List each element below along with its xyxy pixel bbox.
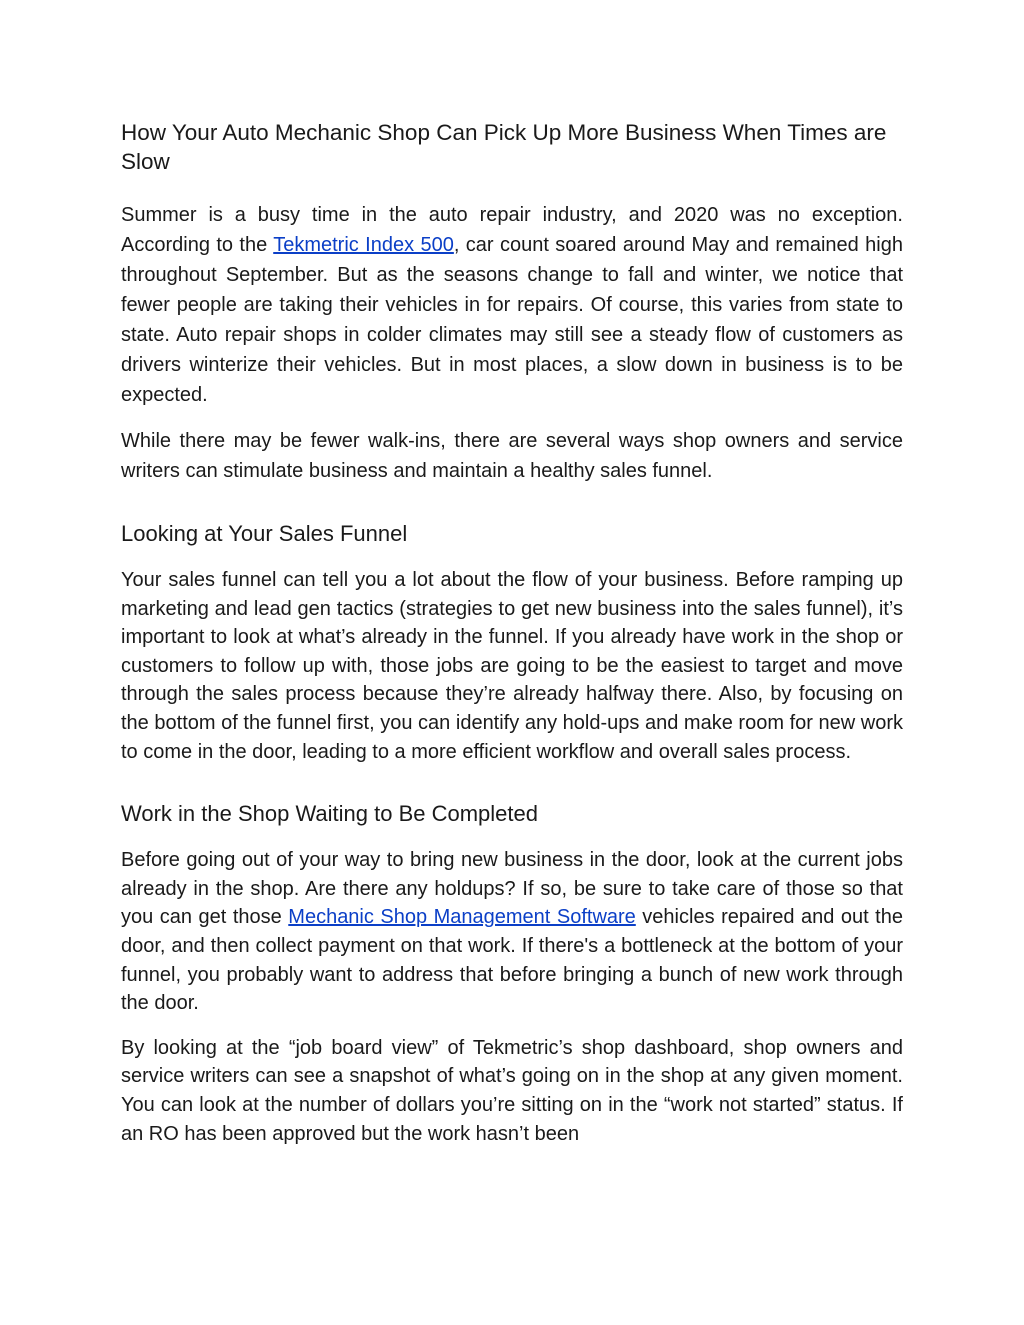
work-in-shop-paragraph-1-text-before: Before going out of your way to bring new business in the door, look at the current jobs already in the shop. Are there any holdups? If so, be sure to take care of those so that you can get those <box>121 849 903 929</box>
document-title: How Your Auto Mechanic Shop Can Pick Up More Business When Times are Slow <box>121 120 887 174</box>
section-heading-sales-funnel: Looking at Your Sales Funnel <box>121 521 408 546</box>
intro-paragraph-1-text-before: Summer is a busy time in the auto repair industry, and 2020 was no exception. According to the <box>121 204 903 256</box>
document-page <box>121 118 903 1164</box>
work-in-shop-paragraph-1 <box>121 846 903 1018</box>
intro-paragraph-2: While there may be fewer walk-ins, there are several ways shop owners and service writers can stimulate business and maintain a healthy sales funnel. <box>121 430 903 482</box>
intro-paragraph-1 <box>121 200 903 410</box>
work-in-shop-paragraph-2: By looking at the “job board view” of Tekmetric’s shop dashboard, shop owners and service writers can see a snapshot of what’s going on in the shop at any given moment. You can look at the number of dollars you’re sitting on in the “work not started” status. If an RO has been approved but the work hasn’t been <box>121 1036 903 1145</box>
work-in-shop-paragraph-1-text-after: vehicles repaired and out the door, and then collect payment on that work. If there's a bottleneck at the bottom of your funnel, you probably want to address that before bringing a bunch of new work through the door. <box>121 906 903 1015</box>
intro-paragraph-1-text-after: , car count soared around May and remained high throughout September. But as the seasons change to fall and winter, we notice that fewer people are taking their vehicles in for repairs. Of course, this varies from state to state. Auto repair shops in colder climates may still see a steady flow of customers as drivers winterize their vehicles. But in most places, a slow down in business is to be expected. <box>121 234 903 406</box>
tekmetric-index-link[interactable]: Tekmetric Index 500 <box>273 234 454 256</box>
mechanic-shop-software-link[interactable]: Mechanic Shop Management Software <box>288 906 636 929</box>
sales-funnel-paragraph: Your sales funnel can tell you a lot about the flow of your business. Before ramping up marketing and lead gen tactics (strategies to get new business into the sales funnel), it’s important to look at what’s already in the funnel. If you already have work in the shop or customers to follow up with, those jobs are going to be the easiest to target and move through the sales process because they’re already halfway there. Also, by focusing on the bottom of the funnel first, you can identify any hold-ups and make room for new work to come in the door, leading to a more efficient workflow and overall sales process. <box>121 569 903 763</box>
section-heading-work-in-shop: Work in the Shop Waiting to Be Completed <box>121 801 538 827</box>
